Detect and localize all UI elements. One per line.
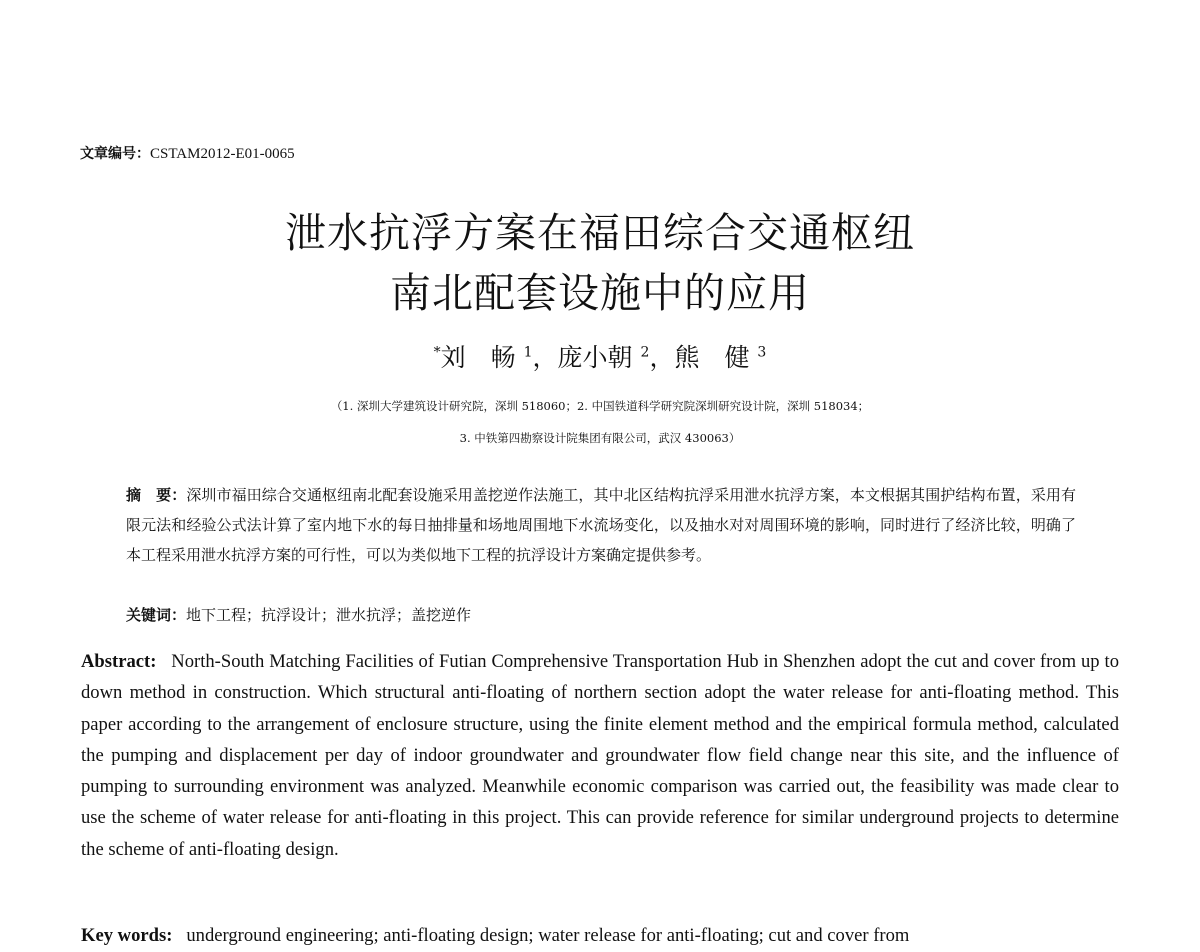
english-abstract [81, 646, 1119, 865]
author-name: 熊 健 [674, 343, 750, 372]
affiliation-line-2: 3. 中铁第四勘察设计院集团有限公司，武汉 430063） [459, 431, 741, 445]
author-name: 庞小朝 [557, 343, 633, 372]
affiliation-line-1: （1. 深圳大学建筑设计研究院，深圳 518060；2. 中国铁道科学研究院深圳研究设计院，深圳 518034； [330, 399, 870, 413]
english-keywords [81, 920, 1141, 951]
author-list [0, 338, 1200, 374]
author-separator: ， [532, 343, 558, 372]
author-affiliation-number: 1 [523, 344, 533, 361]
corresponding-author-mark: * [433, 344, 441, 361]
article-id-label: 文章编号： [80, 146, 150, 162]
chinese-keywords-text: 地下工程；抗浮设计；泄水抗浮；盖挖逆作 [186, 606, 472, 624]
chinese-abstract [126, 480, 1076, 570]
article-id-value: CSTAM2012-E01-0065 [150, 146, 295, 162]
chinese-abstract-label: 摘 要： [126, 486, 187, 504]
english-abstract-label: Abstract: [81, 651, 157, 672]
english-keywords-label: Key words: [81, 925, 173, 946]
author-affiliation-number: 3 [757, 344, 767, 361]
chinese-keywords [126, 600, 1076, 630]
english-keywords-text: underground engineering; anti-floating design; water release for anti-floating; cut and cover from [186, 925, 910, 946]
article-id [80, 143, 295, 163]
author-affiliation-number: 2 [640, 344, 650, 361]
author-separator: ， [649, 343, 675, 372]
chinese-abstract-text: 深圳市福田综合交通枢纽南北配套设施采用盖挖逆作法施工，其中北区结构抗浮采用泄水抗浮方案，本文根据其围护结构布置，采用有限元法和经验公式法计算了室内地下水的每日抽排量和场地周围地下水流场变化，以及抽水对对周围环境的影响，同时进行了经济比较，明确了本工程采用泄水抗浮方案的可行性，可以为类似地下工程的抗浮设计方案确定提供参考。 [126, 486, 1076, 564]
paper-title-line-1: 泄水抗浮方案在福田综合交通枢纽 [285, 209, 915, 257]
paper-title-line-2: 南北配套设施中的应用 [390, 269, 810, 317]
author-name: 刘 畅 [440, 343, 516, 372]
chinese-keywords-label: 关键词： [126, 606, 187, 624]
english-abstract-text: North-South Matching Facilities of Futian Comprehensive Transportation Hub in Shenzhen adopt the cut and cover from up to down method in construction. Which structural anti-floating of northern section adopt the water release for anti-floating method. This paper according to the arrangement of enclosure structure, using the finite element method and the empirical formula method, calculated the pumping and displacement per day of indoor groundwater and groundwater flow field change near this site, and the influence of pumping to surrounding environment was analyzed. Meanwhile economic comparison was carried out, the feasibility was made clear to use the scheme of water release for anti-floating in this project. This can provide reference for similar underground projects to determine the scheme of anti-floating design. [81, 651, 1120, 860]
